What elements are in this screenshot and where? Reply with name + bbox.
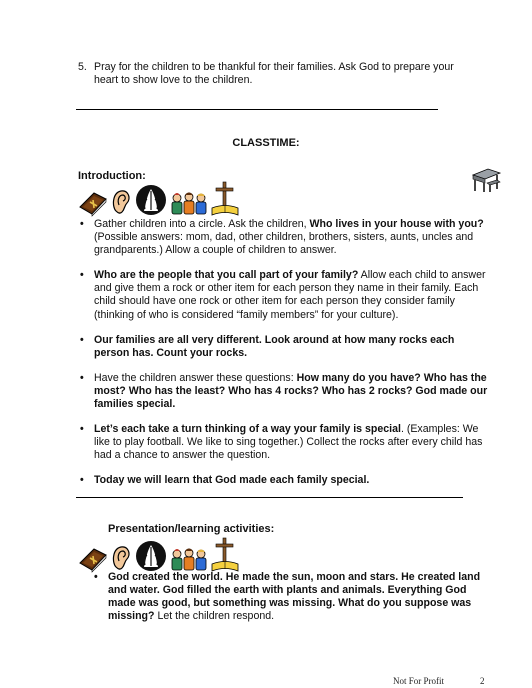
- footer-label: Not For Profit: [393, 676, 445, 686]
- list-item: [80, 269, 488, 321]
- bullet-marker: •: [80, 371, 84, 384]
- item-text: Pray for the children to be thankful for their families. Ask God to prepare your heart to show love to the children.: [94, 61, 454, 86]
- bible-icon: [78, 187, 108, 217]
- list-item: [80, 372, 488, 411]
- activity-icons-row: [78, 181, 240, 217]
- bullet-marker: •: [80, 474, 84, 487]
- list-item: [80, 423, 488, 462]
- bullet-text: Who lives in your house with you?: [309, 218, 484, 230]
- classtime-heading: CLASSTIME:: [232, 137, 300, 149]
- presentation-list: [94, 571, 484, 635]
- ear-icon: [110, 543, 132, 573]
- bullet-text: Let the children respond.: [154, 610, 275, 623]
- bullet-marker: •: [80, 423, 84, 436]
- cross-book-icon: [210, 181, 240, 217]
- item-number: 5.: [78, 61, 87, 73]
- bullet-marker: •: [80, 269, 84, 282]
- bible-icon: [78, 543, 108, 573]
- bullet-marker: •: [80, 333, 84, 346]
- bullet-text: Allow each child to answer and give them a rock or other item for each person they name in their family. Each child should have one rock or other item for each person they consider family (thinking of who is considered “family members” for your culture).: [94, 269, 486, 321]
- introduction-heading: Introduction:: [78, 170, 146, 182]
- bullet-marker: •: [94, 571, 98, 583]
- praying-hands-icon: [134, 183, 168, 217]
- praying-hands-icon: [134, 539, 168, 573]
- list-item: [80, 474, 488, 487]
- list-item: [80, 218, 488, 257]
- bullet-text: Have the children answer these questions:: [94, 371, 297, 384]
- bullet-text: (Possible answers: mom, dad, other children, brothers, sisters, aunts, uncles and grandparents.) Allow a couple of children to answer.: [94, 231, 474, 257]
- bullet-text: Let’s each take a turn thinking of a way your family is special: [94, 423, 401, 436]
- prayer-item: [78, 61, 458, 87]
- bullet-text: Today we will learn that God made each family special.: [94, 474, 370, 487]
- list-item: [80, 334, 488, 360]
- bullet-text: Who are the people that you call part of your family?: [94, 269, 359, 282]
- bullet-text: How many do you have? Who has the most? Who has the least? Who has 4 rocks? Who has 2 rocks? God made our families special.: [94, 371, 488, 411]
- introduction-list: [80, 218, 488, 500]
- presentation-heading: Presentation/learning activities:: [108, 523, 275, 535]
- list-item: [94, 571, 484, 623]
- bullet-text: . (Examples: We like to play football. We like to sing together.) Collect the rocks after every child has had a chance to answer the question.: [94, 423, 483, 462]
- children-group-icon: [170, 189, 208, 217]
- cross-book-icon: [210, 537, 240, 573]
- bullet-text: Our families are all very different. Look around at how many rocks each person has. Count your rocks.: [94, 333, 455, 359]
- school-desk-icon: [470, 165, 502, 196]
- ear-icon: [110, 187, 132, 217]
- section-divider: [76, 109, 438, 110]
- bullet-text: God created the world. He made the sun, moon and stars. He created land and water. God filled the earth with plants and animals. Everything God made was good, but something was missing. What do you suppose was missing?: [108, 571, 481, 623]
- page-number: 2: [480, 676, 485, 686]
- section-divider: [76, 497, 463, 498]
- activity-icons-row: [78, 537, 240, 573]
- bullet-text: Gather children into a circle. Ask the children,: [94, 218, 310, 230]
- children-group-icon: [170, 545, 208, 573]
- bullet-marker: •: [80, 218, 84, 230]
